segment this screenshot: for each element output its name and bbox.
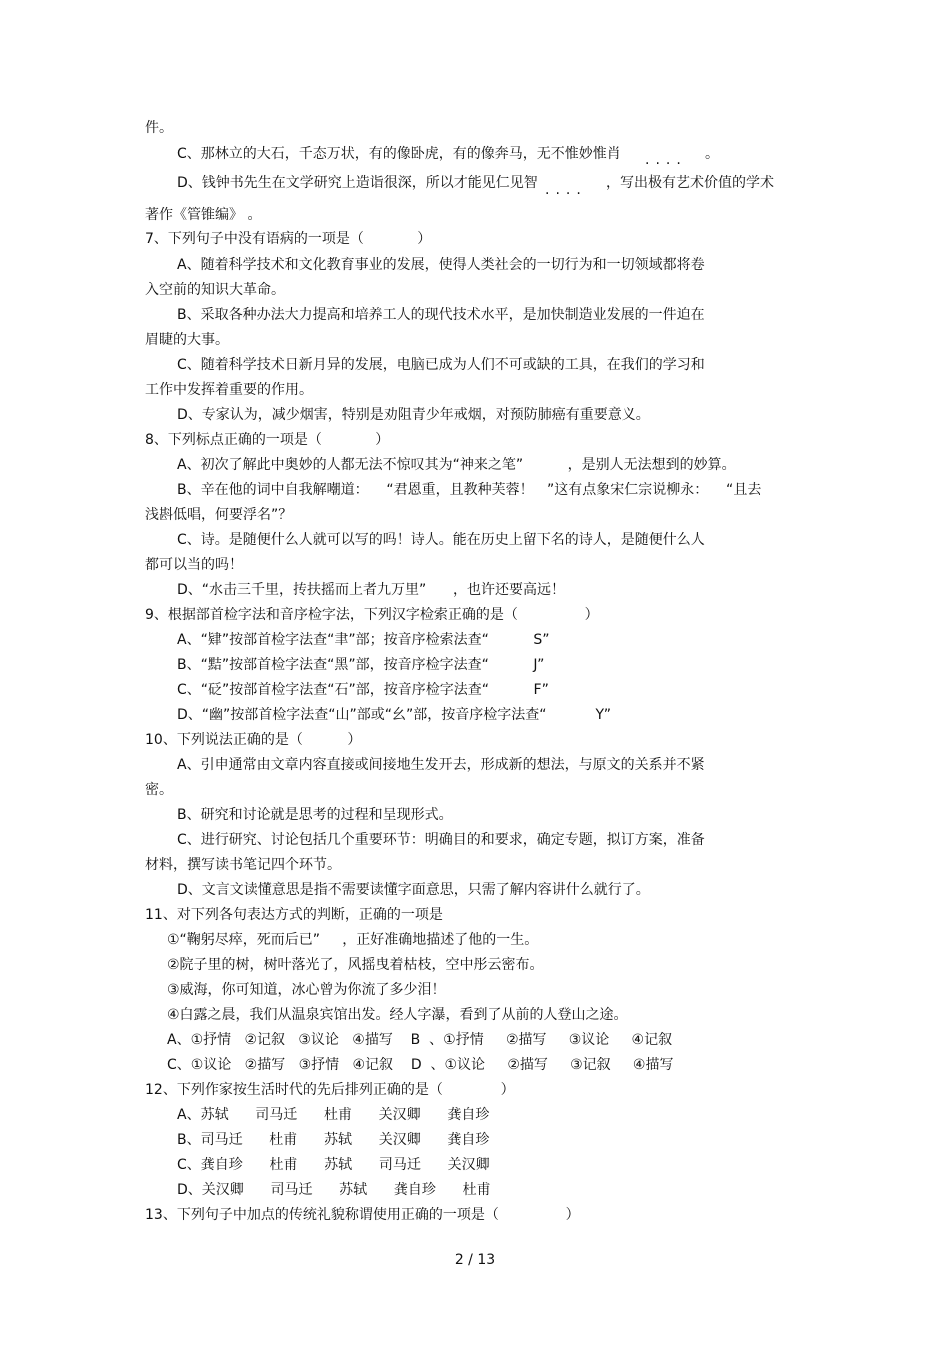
text-line: 。 (705, 146, 719, 162)
text-line: 都可以当的吗！ (145, 557, 243, 573)
sentence-1: ①“鞠躬尽瘁，死而后已” ，正好准确地描述了他的一生。 (167, 932, 539, 948)
option-d: D、“水击三千里，抟扶摇而上者九万里” ，也许还要高远！ (177, 582, 565, 598)
text-line: ，写出极有艺术价值的学术 (606, 175, 774, 191)
options-ab: A、①抒情 ②记叙 ③议论 ④描写 B 、①抒情 ②描写 ③议论 ④记叙 (167, 1032, 673, 1048)
text-line: 眉睫的大事。 (145, 332, 229, 348)
text-line: 件。 (145, 120, 173, 136)
options-cd: C、①议论 ②描写 ③抒情 ④记叙 D 、①议论 ②描写 ③记叙 ④描写 (167, 1057, 674, 1073)
option-d: D、关汉卿 司马迁 苏轼 龚自珍 杜甫 (177, 1182, 491, 1198)
question-7: 7、下列句子中没有语病的一项是（ ） (145, 231, 432, 247)
question-10: 10、下列说法正确的是（ ） (145, 732, 362, 748)
option-a: A、随着科学技术和文化教育事业的发展，使得人类社会的一切行为和一切领域都将卷 (177, 257, 705, 273)
option-c: C、进行研究、讨论包括几个重要环节：明确目的和要求，确定专题，拟订方案，准备 (177, 832, 705, 848)
option-d: D、文言文读懂意思是指不需要读懂字面意思，只需了解内容讲什么就行了。 (177, 882, 650, 898)
page-number: 2 / 13 (454, 1252, 496, 1268)
emphasis-dots: .... (545, 182, 587, 198)
option-b: B、司马迁 杜甫 苏轼 关汉卿 龚自珍 (177, 1132, 490, 1148)
text-line: 工作中发挥着重要的作用。 (145, 382, 313, 398)
option-b: B、“黠”按部首检字法查“黑”部，按音序检字法查“ J” (177, 657, 545, 673)
option-d-line: D、钱钟书先生在文学研究上造诣很深，所以才能见仁见智 (177, 175, 538, 191)
option-c-line: C、那林立的大石，千态万状，有的像卧虎，有的像奔马，无不惟妙惟肖 (177, 146, 621, 162)
text-line: 密。 (145, 782, 173, 798)
sentence-3: ③威海，你可知道，冰心曾为你流了多少泪！ (167, 982, 446, 998)
emphasis-dots: .... (645, 152, 687, 168)
option-c: C、诗。是随便什么人就可以写的吗！诗人。能在历史上留下名的诗人，是随便什么人 (177, 532, 705, 548)
option-b: B、辛在他的词中自我解嘲道： “君恩重，且教种芙蓉！ ”这有点象宋仁宗说柳永： “且去 (177, 482, 762, 498)
option-a: A、引申通常由文章内容直接或间接地生发开去，形成新的想法，与原文的关系并不紧 (177, 757, 705, 773)
option-b: B、采取各种办法大力提高和培养工人的现代技术水平，是加快制造业发展的一件迫在 (177, 307, 705, 323)
option-a: A、苏轼 司马迁 杜甫 关汉卿 龚自珍 (177, 1107, 490, 1123)
option-a: A、“肄”按部首检字法查“聿”部；按音序检索法查“ S” (177, 632, 550, 648)
sentence-4: ④白露之晨，我们从温泉宾馆出发。经人字瀑，看到了从前的人登山之途。 (167, 1007, 628, 1023)
text-line: 著作《管锥编》 。 (145, 207, 262, 223)
option-c: C、随着科学技术日新月异的发展，电脑已成为人们不可或缺的工具，在我们的学习和 (177, 357, 705, 373)
option-c: C、龚自珍 杜甫 苏轼 司马迁 关汉卿 (177, 1157, 490, 1173)
question-13: 13、下列句子中加点的传统礼貌称谓使用正确的一项是（ ） (145, 1207, 580, 1223)
option-d: D、“幽”按部首检字法查“山”部或“幺”部，按音序检字法查“ Y” (177, 707, 612, 723)
option-b: B、研究和讨论就是思考的过程和呈现形式。 (177, 807, 453, 823)
option-a: A、初次了解此中奥妙的人都无法不惊叹其为“神来之笔” ，是别人无法想到的妙算。 (177, 457, 736, 473)
text-line: 入空前的知识大革命。 (145, 282, 285, 298)
question-9: 9、根据部首检字法和音序检字法，下列汉字检索正确的是（ ） (145, 607, 599, 623)
text-line: 材料，撰写读书笔记四个环节。 (145, 857, 341, 873)
option-d: D、专家认为，减少烟害，特别是劝阻青少年戒烟，对预防肺癌有重要意义。 (177, 407, 650, 423)
option-c: C、“砭”按部首检字法查“石”部，按音序检字法查“ F” (177, 682, 549, 698)
text-line: 浅斟低唱，何要浮名”？ (145, 507, 293, 523)
question-11: 11、对下列各句表达方式的判断，正确的一项是 (145, 907, 443, 923)
question-12: 12、下列作家按生活时代的先后排列正确的是（ ） (145, 1082, 515, 1098)
question-8: 8、下列标点正确的一项是（ ） (145, 432, 390, 448)
sentence-2: ②院子里的树，树叶落光了，风摇曳着枯枝，空中彤云密布。 (167, 957, 544, 973)
